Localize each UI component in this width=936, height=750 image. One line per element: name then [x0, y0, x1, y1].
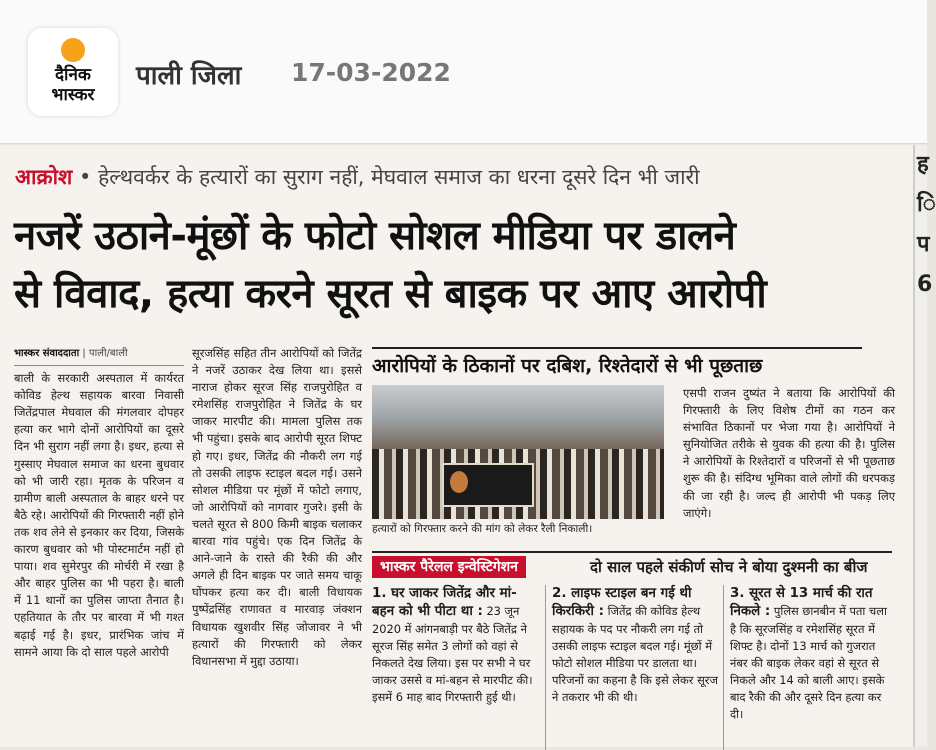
- photo-caption: हत्यारों को गिरफ्तार करने की मांग को लेकर रैली निकाली।: [372, 523, 593, 535]
- article-column-2: [192, 345, 362, 670]
- kicker-text: हेल्थवर्कर के हत्यारों का सुराग नहीं, मेघवाल समाज का धरना दूसरे दिन भी जारी: [98, 165, 700, 189]
- app-header: [0, 0, 927, 144]
- column-1-text: बाली के सरकारी अस्पताल में कार्यरत कोविड हेल्थ सहायक बारवा निवासी जितेंद्रपाल मेघवाल की मंगलवार दोपहर हत्या कर भागे दोनों आरोपियों का दूसरे दिन भी सुराग नहीं लगा है। इधर, हत्या से गुस्साए मेघवाल समाज का धरना बुधवार को भी जारी रहा। मृतक के परिजन व ग्रामीण बाली अस्पताल के बाहर धरने पर बैठे रहे। आरोपियों की गिरफ्तारी नहीं होने तक शव लेने से इनकार कर दिया, जिसके कारण बुधवार को भी पोस्टमार्टम नहीं हो पाया। शव सुमेरपुर की मोर्चरी में रखा है और बाहर पुलिस का भी पहरा है। बाली में 11 थानों का पुलिस जाप्ता तैनात है। एहतियात के तौर पर बारवा में भी गश्त बढ़ाई गई है। इधर, प्रारंभिक जांच में सामने आया कि दो साल पहले आरोपी: [14, 371, 184, 659]
- kicker-separator: •: [79, 165, 92, 189]
- byline: [14, 345, 184, 366]
- divider: [723, 585, 724, 750]
- investigation-point-1: [372, 585, 538, 706]
- edge-glyph: ह: [917, 152, 929, 177]
- subheadline: आरोपियों के ठिकानों पर दबिश, रिश्तेदारों से भी पूछताछ: [372, 347, 862, 378]
- byline-agency: भास्कर संवाददाता: [14, 348, 80, 359]
- investigation-title: दो साल पहले संकीर्ण सोच ने बोया दुश्मनी का बीज: [590, 558, 868, 576]
- point-2-text: जितेंद्र की कोविड हेल्थ सहायक के पद पर नौकरी लग गई तो उसकी लाइफ स्टाइल बदल गई। मूंछों में फोटो सोशल मीडिया पर डालता था। परिजनों का कहना है कि इसे लेकर सूरज ने तकरार भी की थी।: [552, 604, 718, 704]
- investigation-point-2: [552, 585, 718, 706]
- point-1-title: 1. घर जाकर जितेंद्र और मां-बहन को भी पीटा था :: [372, 586, 517, 619]
- investigation-tag: भास्कर पैरेलल इन्वेस्टिगेशन: [372, 556, 526, 578]
- portrait-graphic: [450, 471, 468, 493]
- point-2-title: 2. लाइफ स्टाइल बन गई थी किरकिरी :: [552, 586, 692, 619]
- adjacent-page-edge: [913, 145, 936, 747]
- kicker-tag: आक्रोश: [15, 165, 73, 189]
- byline-place: | पाली/बाली: [82, 348, 128, 359]
- district-title[interactable]: पाली जिला: [136, 61, 242, 91]
- article-column-1: [14, 345, 184, 661]
- logo-line1: दैनिक: [55, 65, 91, 85]
- headline: [14, 207, 904, 323]
- edge-glyph: ि: [917, 192, 936, 217]
- point-3-text: पुलिस छानबीन में पता चला है कि सूरजसिंह व रमेशसिंह सूरत में शिफ्ट है। दोनों 13 मार्च को गुजरात नंबर की बाइक लेकर वहां से सूरत से निकले और 14 को बाली आए। इसके बाद रैकी की और दूसरे दिन हत्या कर दी।: [730, 604, 887, 721]
- rally-photo: [372, 385, 664, 519]
- divider: [545, 585, 546, 750]
- headline-line-1: नजरें उठाने-मूंछों के फोटो सोशल मीडिया पर डालने: [14, 213, 736, 259]
- edge-glyph: 6: [917, 272, 933, 297]
- dainik-bhaskar-logo[interactable]: [28, 28, 118, 116]
- sun-icon: [61, 38, 85, 62]
- kicker: [15, 163, 700, 191]
- investigation-point-3: [730, 585, 896, 723]
- column-2-text: सूरजसिंह सहित तीन आरोपियों को जितेंद्र ने नजरें उठाकर देख लिया था। इससे नाराज होकर सूरज सिंह राजपुरोहित व रमेशसिंह राजपुरोहित ने जितेंद्र के घर जाकर मारपीट की। मामला पुलिस तक भी पहुंचा। इसके बाद आरोपी सूरत शिफ्ट हो गए। इधर, जितेंद्र की नौकरी लग गई तो उसकी लाइफ स्टाइल बदल गई। उसने सोशल मीडिया पर मूंछों में फोटो लगाए, जो आरोपियों को नागवार गुजरे। इसी के चलते सूरत से 800 किमी बाइक चलाकर बारवा गांव पहुंचे। एक दिन जितेंद्र के आने-जाने के रास्ते की रैकी की और अगले ही दिन बाइक पर जाते समय चाकू घोंपकर हत्या कर दी। बाली विधायक पुष्पेंद्रसिंह राणावत व मारवाड़ जंक्शन विधायक खुशवीर सिंह जोजावर ने भी हत्यारों की गिरफ्तारी को लेकर विधानसभा में मुद्दा उठाया।: [192, 346, 362, 668]
- edition-date: 17-03-2022: [291, 58, 451, 87]
- sp-statement: एसपी राजन दुष्यंत ने बताया कि आरोपियों की गिरफ्तारी के लिए विशेष टीमों का गठन कर संभावित ठिकानों पर भेजा गया है। आरोपियों ने सुनियोजित तरीके से युवक की हत्या की है। पुलिस ने आरोपियों के रिश्तेदारों व परिजनों से भी पूछताछ शुरू की है। संदिग्ध भूमिका वाले लोगों की धरपकड़ की जा रही है। जल्द ही आरोपी भी पकड़ लिए जाएंगे।: [683, 386, 895, 520]
- point-3-title: 3. सूरत से 13 मार्च की रात निकले :: [730, 586, 873, 619]
- edge-glyph: प: [917, 232, 930, 257]
- investigation-strip: [372, 551, 892, 577]
- headline-line-2: से विवाद, हत्या करने सूरत से बाइक पर आए आरोपी: [14, 271, 767, 317]
- newspaper-clipping: [0, 145, 913, 747]
- logo-line2: भास्कर: [51, 85, 95, 105]
- protest-banner-graphic: [442, 463, 534, 507]
- point-1-text: 23 जून 2020 में आंगनबाड़ी पर बैठे जितेंद्र ने सूरज सिंह समेत 3 लोगों को वहां से निकलते देख लिया। इस पर सभी ने घर जाकर उससे व मां-बहन से मारपीट की। इसमें 6 माह बाद गिरफ्तारी हुई थी।: [372, 604, 533, 704]
